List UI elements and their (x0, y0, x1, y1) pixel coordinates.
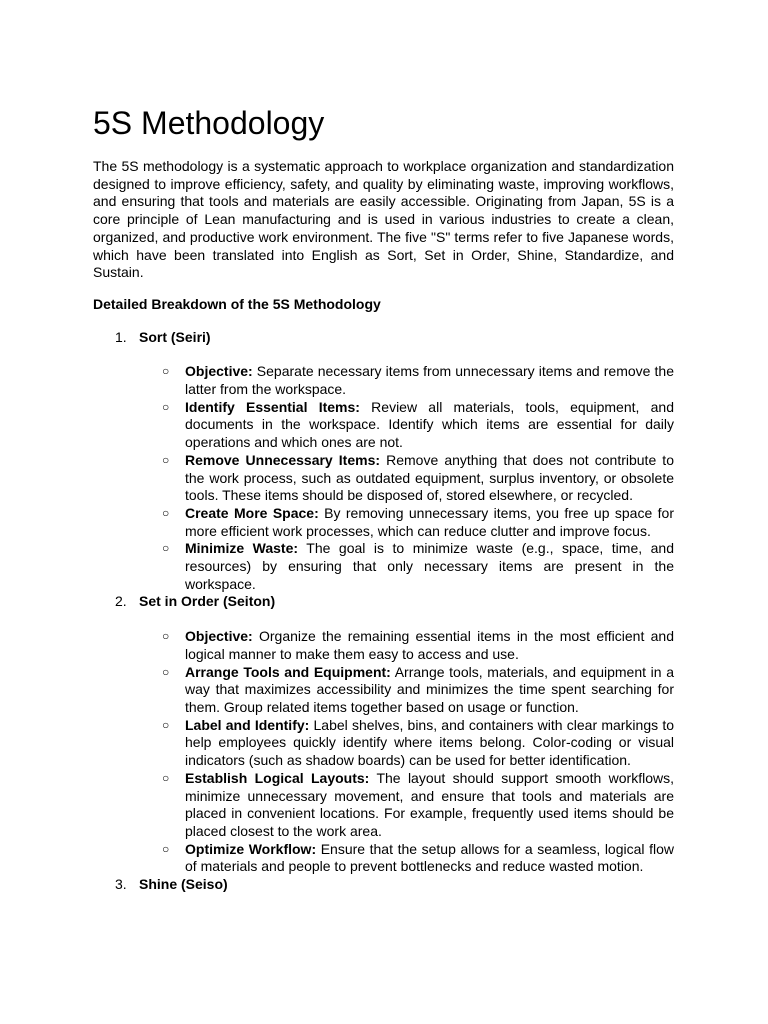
section-number: 2. (115, 593, 127, 610)
bullet-icon: ○ (162, 629, 170, 644)
section-title: Shine (Seiso) (139, 876, 228, 893)
section-item (93, 876, 674, 894)
item-text: Review all materials, tools, equipment, and documents in the workspace. Identify which items are essential for daily operations and which ones are not. (185, 398, 674, 451)
section-item (93, 329, 674, 594)
section-item (93, 593, 674, 876)
item-text: By removing unnecessary items, you free up space for more efficient work processes, which can reduce clutter and improve focus. (185, 504, 674, 539)
item-text: The goal is to minimize waste (e.g., space, time, and resources) by ensuring that only necessary items are present in the workspace. (185, 540, 674, 592)
item-text: Ensure that the setup allows for a seamless, logical flow of materials and people to prevent bottlenecks and reduce wasted motion. (185, 840, 674, 875)
list-item (139, 717, 674, 770)
intro-paragraph: The 5S methodology is a systematic approach to workplace organization and standardization designed to improve efficiency, safety, and quality by eliminating waste, improving workflows, and ensuring that tools and materials are easily accessible. Originating from Japan, 5S is a core principle of Lean manufacturing and is used in various industries to create a clean, organized, and productive work environment. The five "S" terms refer to five Japanese words, which have been translated into English as Sort, Set in Order, Shine, Standardize, and Sustain. (93, 158, 674, 281)
section-title: Set in Order (Seiton) (139, 593, 276, 610)
item-text: Remove anything that does not contribute to the work process, such as outdated equipment, surplus inventory, or obsolete tools. These items should be disposed of, stored elsewhere, or recycled. (185, 451, 674, 504)
list-item (139, 452, 674, 505)
bullet-icon: ○ (162, 399, 170, 414)
page-title: 5S Methodology (93, 105, 325, 141)
item-text: Separate necessary items from unnecessary items and remove the latter from the workspace. (185, 363, 674, 398)
bullet-list (139, 628, 674, 876)
list-item (139, 505, 674, 540)
item-term: Identify Essential Items: (185, 398, 360, 415)
item-text: Organize the remaining essential items in the most efficient and logical manner to make them easy to access and use. (185, 628, 674, 662)
item-term: Arrange Tools and Equipment: (185, 663, 391, 680)
bullet-icon: ○ (162, 452, 170, 467)
bullet-icon: ○ (162, 364, 170, 379)
list-item (139, 363, 674, 398)
document-page (93, 100, 674, 894)
item-term: Optimize Workflow: (185, 840, 317, 857)
bullet-icon: ○ (162, 717, 170, 732)
section-heading: Detailed Breakdown of the 5S Methodology (93, 295, 381, 312)
list-item (139, 399, 674, 452)
list-item (139, 664, 674, 717)
item-term: Create More Space: (185, 504, 319, 521)
item-term: Minimize Waste: (185, 540, 299, 557)
bullet-icon: ○ (162, 505, 170, 520)
bullet-icon: ○ (162, 541, 170, 556)
list-item (139, 540, 674, 593)
section-number: 1. (115, 328, 127, 345)
item-term: Establish Logical Layouts: (185, 769, 370, 786)
item-text: The layout should support smooth workflows, minimize unnecessary movement, and ensure that tools and materials are placed in convenient locations. For example, frequently used items should be placed closest to the work area. (185, 769, 674, 839)
list-item (139, 770, 674, 841)
list-item (139, 841, 674, 876)
bullet-icon: ○ (162, 664, 170, 679)
item-text: Label shelves, bins, and containers with clear markings to help employees quickly identify where items belong. Color-coding or visual indicators (such as shadow boards) can be used for better identification. (185, 716, 674, 769)
bullet-icon: ○ (162, 841, 170, 856)
sections-list (93, 329, 674, 894)
list-item (139, 628, 674, 663)
item-term: Label and Identify: (185, 716, 310, 733)
item-term: Remove Unnecessary Items: (185, 451, 381, 468)
bullet-list (139, 363, 674, 593)
section-title: Sort (Seiri) (139, 328, 211, 345)
item-term: Objective: (185, 363, 253, 380)
item-term: Objective: (185, 628, 253, 645)
item-text: Arrange tools, materials, and equipment in a way that maximizes accessibility and minimizes the time spent searching for them. Group related items together based on usage or function. (185, 663, 675, 715)
section-number: 3. (115, 876, 127, 893)
bullet-icon: ○ (162, 770, 170, 785)
